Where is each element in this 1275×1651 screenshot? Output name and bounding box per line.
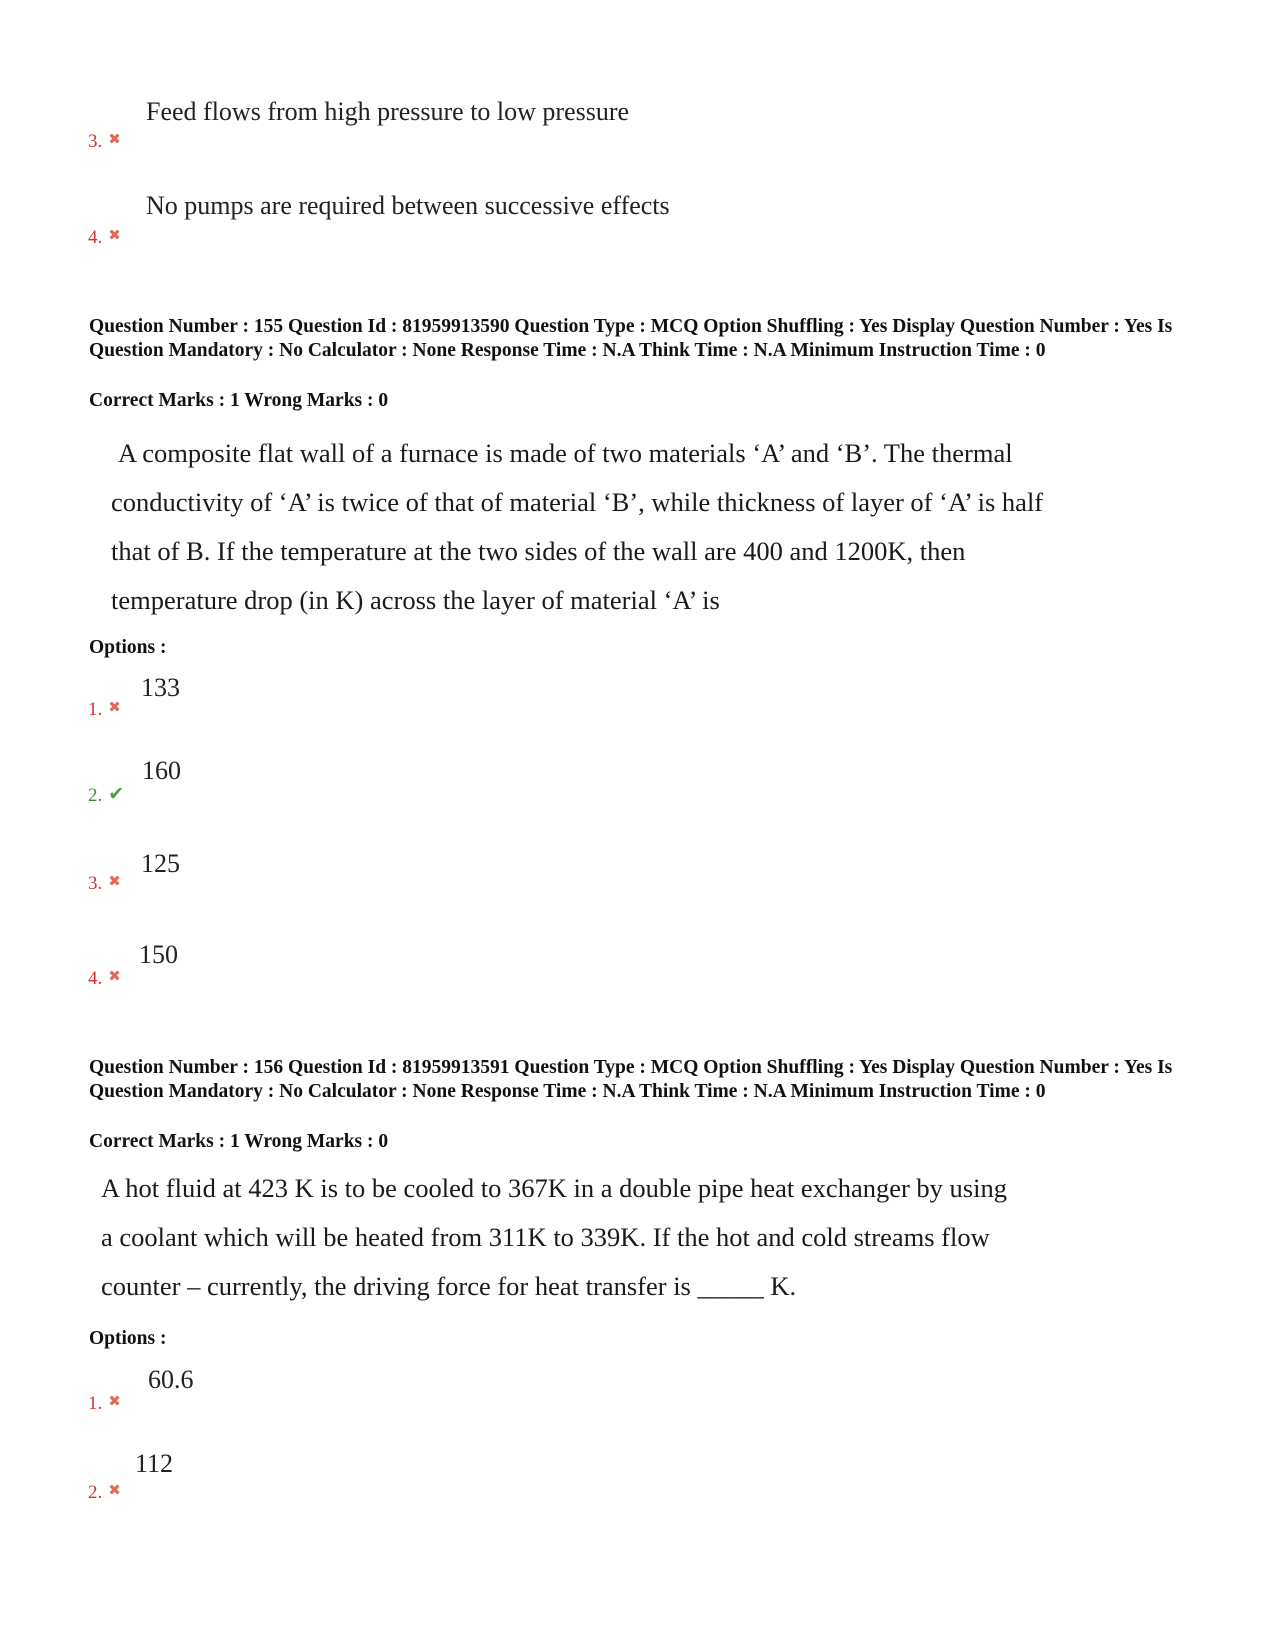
q156-marks: Correct Marks : 1 Wrong Marks : 0 [89,1131,389,1152]
q155-option-1 [88,698,121,721]
q156-option-2 [88,1481,121,1504]
q156-option-1-text: 60.6 [148,1365,194,1394]
wrong-mark-icon: ✖ [108,874,121,890]
q156-line-3: counter – currently, the driving force for heat transfer is _____ K. [101,1271,797,1301]
check-mark-icon: ✔ [108,784,125,805]
q155-option-4 [88,967,121,990]
option-number: 3. [88,131,103,152]
option-number: 2. [88,785,103,806]
q156-line-1: A hot fluid at 423 K is to be cooled to 367K in a double pipe heat exchanger by using [101,1173,1007,1203]
q155-option-1-text: 133 [141,673,180,702]
prev-option-4-text: No pumps are required between successive effects [146,191,670,220]
prev-option-3 [88,130,121,153]
q155-option-4-text: 150 [139,940,178,969]
option-number: 4. [88,968,103,989]
prev-option-4 [88,226,121,249]
option-number: 3. [88,873,103,894]
q155-line-2: conductivity of ‘A’ is twice of that of material ‘B’, while thickness of layer of ‘A’ is half [111,487,1044,517]
option-number: 1. [88,1393,103,1414]
wrong-mark-icon: ✖ [108,969,121,985]
q155-line-4: temperature drop (in K) across the layer of material ‘A’ is [111,585,720,615]
wrong-mark-icon: ✖ [108,1394,121,1410]
option-number: 4. [88,227,103,248]
wrong-mark-icon: ✖ [108,1483,121,1499]
q155-question-text [111,429,1191,625]
q155-options-label: Options : [89,637,167,658]
wrong-mark-icon: ✖ [108,228,121,244]
q155-option-2 [88,783,124,807]
q156-option-2-text: 112 [135,1449,174,1478]
q156-options-label: Options : [89,1328,167,1349]
q155-option-2-text: 160 [142,756,181,785]
q155-line-3: that of B. If the temperature at the two sides of the wall are 400 and 1200K, then [111,536,966,566]
option-number: 1. [88,699,103,720]
q156-line-2: a coolant which will be heated from 311K to 339K. If the hot and cold streams flow [101,1222,990,1252]
q155-option-3 [88,872,121,895]
q155-meta: Question Number : 155 Question Id : 81959913590 Question Type : MCQ Option Shuffling : Yes Display Question Number : Yes Is Question Mandatory : No Calculator : None Response Time : N.A Think Time : N.A Minimum Instruction Time : 0 [89,316,1173,361]
wrong-mark-icon: ✖ [108,132,121,148]
prev-option-3-text: Feed flows from high pressure to low pressure [146,97,630,126]
q156-meta: Question Number : 156 Question Id : 81959913591 Question Type : MCQ Option Shuffling : Yes Display Question Number : Yes Is Question Mandatory : No Calculator : None Response Time : N.A Think Time : N.A Minimum Instruction Time : 0 [89,1057,1173,1102]
q156-option-1 [88,1392,121,1415]
q156-question-text [101,1164,1181,1311]
q155-marks: Correct Marks : 1 Wrong Marks : 0 [89,390,389,411]
q155-line-1: A composite flat wall of a furnace is made of two materials ‘A’ and ‘B’. The thermal [118,438,1013,468]
wrong-mark-icon: ✖ [108,700,121,716]
option-number: 2. [88,1482,103,1503]
q155-option-3-text: 125 [141,849,180,878]
